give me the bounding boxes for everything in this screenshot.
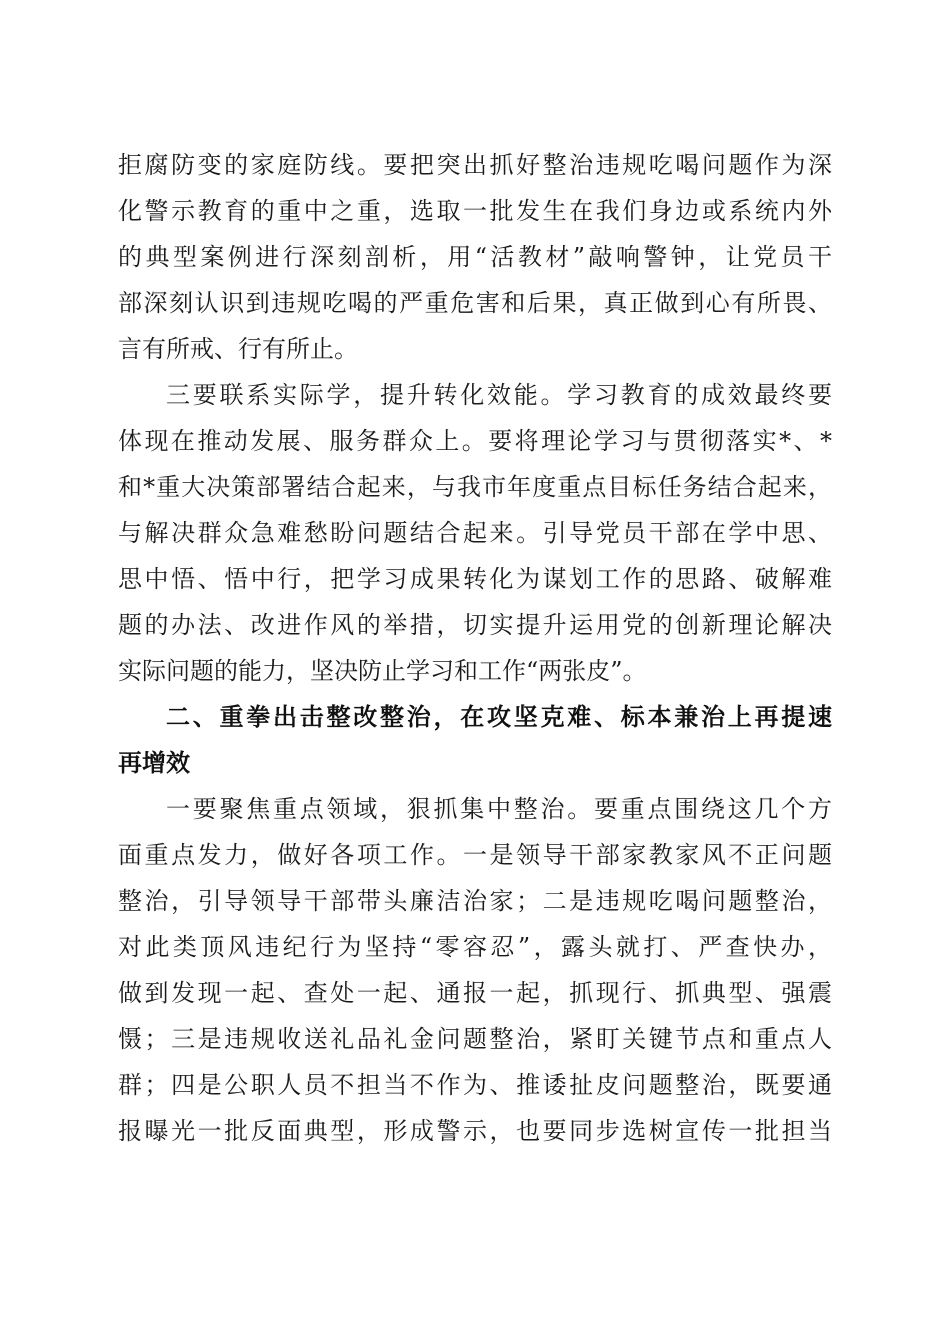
paragraph-line: 言有所戒、行有所止。 [118,335,358,363]
paragraph-line: 的典型案例进行深刻剖析，用“活教材”敲响警钟，让党员干 [118,243,832,271]
paragraph-line: 和*重大决策部署结合起来，与我市年度重点目标任务结合起来， [118,473,832,501]
paragraph-line: 整治，引导领导干部带头廉洁治家；二是违规吃喝问题整治， [118,887,832,915]
paragraph-line: 与解决群众急难愁盼问题结合起来。引导党员干部在学中思、 [118,519,832,547]
paragraph-line: 拒腐防变的家庭防线。要把突出抓好整治违规吃喝问题作为深 [118,151,832,179]
paragraph-line: 化警示教育的重中之重，选取一批发生在我们身边或系统内外 [118,197,832,225]
section-heading: 再增效 [118,749,190,777]
paragraph-line: 实际问题的能力，坚决防止学习和工作“两张皮”。 [118,657,647,685]
paragraph-line: 三要联系实际学，提升转化效能。学习教育的成效最终要 [166,381,832,409]
paragraph-line: 一要聚焦重点领域，狠抓集中整治。要重点围绕这几个方 [166,795,832,823]
document-body [118,142,832,1154]
paragraph-line: 体现在推动发展、服务群众上。要将理论学习与贯彻落实*、* [118,427,832,455]
paragraph-line: 思中悟、悟中行，把学习成果转化为谋划工作的思路、破解难 [118,565,832,593]
paragraph-line: 面重点发力，做好各项工作。一是领导干部家教家风不正问题 [118,841,832,869]
paragraph-line: 群；四是公职人员不担当不作为、推诿扯皮问题整治，既要通 [118,1071,832,1099]
section-heading: 二、重拳出击整改整治，在攻坚克难、标本兼治上再提速 [166,703,832,731]
paragraph-line: 题的办法、改进作风的举措，切实提升运用党的创新理论解决 [118,611,832,639]
paragraph-line: 部深刻认识到违规吃喝的严重危害和后果，真正做到心有所畏、 [118,289,832,317]
paragraph-line: 慑；三是违规收送礼品礼金问题整治，紧盯关键节点和重点人 [118,1025,832,1053]
paragraph-line: 报曝光一批反面典型，形成警示，也要同步选树宣传一批担当 [118,1117,832,1145]
paragraph-line: 做到发现一起、查处一起、通报一起，抓现行、抓典型、强震 [118,979,832,1007]
paragraph-line: 对此类顶风违纪行为坚持“零容忍”，露头就打、严查快办， [118,933,832,961]
